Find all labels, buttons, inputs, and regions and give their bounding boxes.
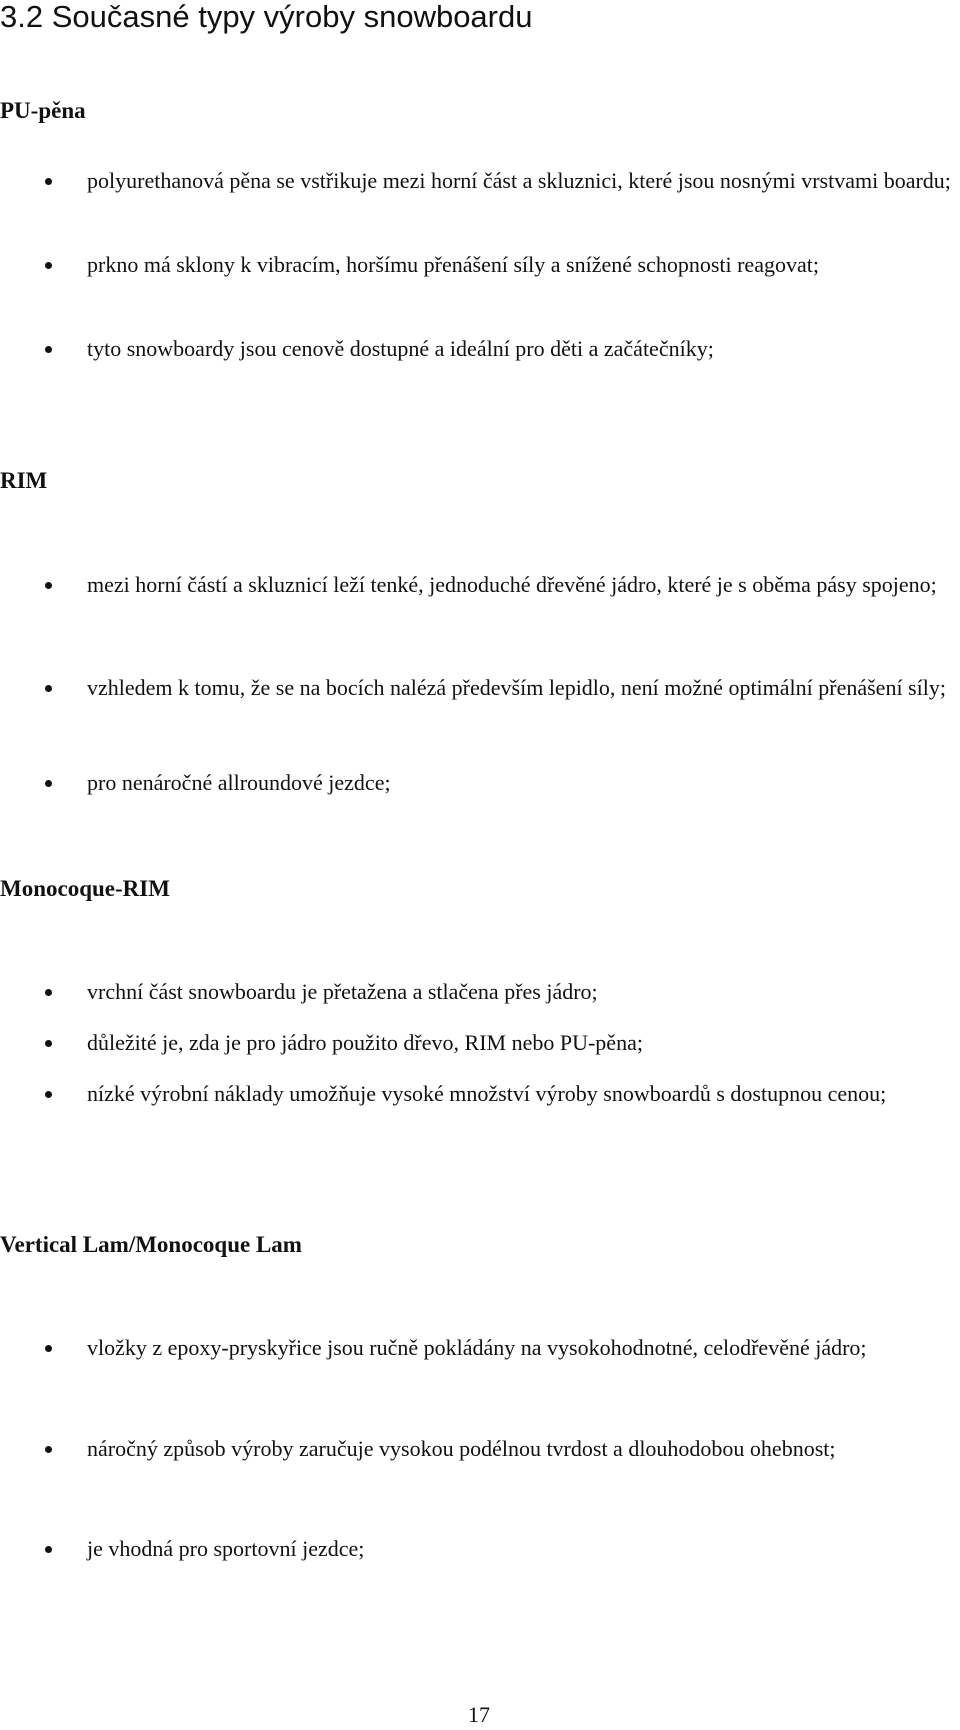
page-number	[0, 1702, 960, 1728]
list-item-text: důležité je, zda je pro jádro použito dřevo, RIM nebo PU-pěna;	[87, 1030, 643, 1055]
list-item-text: náročný způsob výroby zaručuje vysokou podélnou tvrdost a dlouhodobou ohebnost;	[87, 1436, 836, 1461]
section-title: 3.2 Současné typy výroby snowboardu	[0, 0, 533, 34]
bullet-icon	[45, 1040, 52, 1047]
bullet-icon	[45, 1446, 52, 1453]
list-item-text: vrchní část snowboardu je přetažena a stlačena přes jádro;	[87, 979, 598, 1004]
bullet-icon	[45, 178, 52, 185]
list-item-text: vložky z epoxy-pryskyřice jsou ručně pokládány na vysokohodnotné, celodřevěné jádro;	[87, 1335, 867, 1360]
bullet-icon	[45, 1091, 52, 1098]
list-item-text: pro nenáročné allroundové jezdce;	[87, 770, 391, 795]
section-heading-vertical-lam: Vertical Lam/Monocoque Lam	[0, 1232, 302, 1257]
bullet-icon	[45, 989, 52, 996]
bullet-icon	[45, 582, 52, 589]
bullet-icon	[45, 1345, 52, 1352]
bullet-icon	[45, 346, 52, 353]
list-item-text: vzhledem k tomu, že se na bocích nalézá především lepidlo, není možné optimální přenášení síly;	[87, 675, 946, 700]
section-heading-monocoque-rim: Monocoque-RIM	[0, 876, 170, 901]
bullet-icon	[45, 780, 52, 787]
page-number-label: 17	[468, 1702, 490, 1727]
section-heading-pu-pena: PU-pěna	[0, 98, 86, 123]
list-item-text: prkno má sklony k vibracím, horšímu přenášení síly a snížené schopnosti reagovat;	[87, 252, 819, 277]
section-heading-rim: RIM	[0, 468, 48, 493]
list-item-text: je vhodná pro sportovní jezdce;	[87, 1536, 365, 1561]
list-item-text: mezi horní částí a skluznicí leží tenké, jednoduché dřevěné jádro, které je s oběma pásy spojeno;	[87, 572, 937, 597]
list-item-text: tyto snowboardy jsou cenově dostupné a ideální pro děti a začátečníky;	[87, 336, 714, 361]
bullet-icon	[45, 685, 52, 692]
list-item-text: nízké výrobní náklady umožňuje vysoké množství výroby snowboardů s dostupnou cenou;	[87, 1081, 887, 1106]
bullet-icon	[45, 1546, 52, 1553]
list-item-text: polyurethanová pěna se vstřikuje mezi horní část a skluznici, které jsou nosnými vrstvami boardu;	[87, 168, 951, 193]
bullet-icon	[45, 262, 52, 269]
